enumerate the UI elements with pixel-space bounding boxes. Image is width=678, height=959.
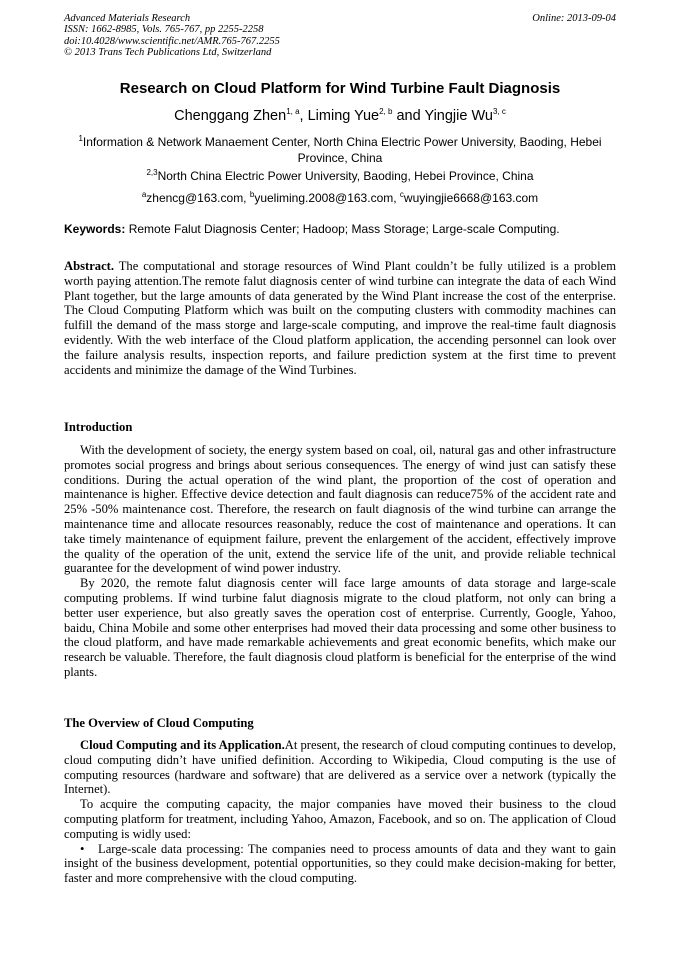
affiliation-sup: 2,3 — [146, 168, 158, 177]
paragraph: By 2020, the remote falut diagnosis center will face large amounts of data storage and large-scale computing problems. If wind turbine falut diagnosis migrate to the cloud platform, not only can bring a better user experience, but also greatly saves the operation cost of enterprise. Currently, Google, Yahoo, baidu, China Mobile and some other enterprises had moved their data processing and some other business to the cloud platform, and have made remarkable achievements and great economic benefits, which make our research be valuable. Therefore, the fault diagnosis cloud platform is beneficial for the enterprise of the wind plants. — [64, 576, 616, 679]
journal-header — [64, 13, 616, 59]
paragraph — [64, 738, 616, 797]
keywords — [64, 222, 616, 237]
paragraph: To acquire the computing capacity, the major companies have moved their business to the cloud computing platform for treatment, including Yahoo, Amazon, Facebook, and so on. The application of Cloud computing is widly used: — [64, 797, 616, 841]
doi-line: doi:10.4028/www.scientific.net/AMR.765-767.2255 — [64, 35, 280, 47]
author-list — [64, 103, 616, 125]
section-heading-overview: The Overview of Cloud Computing — [64, 716, 254, 730]
author-separator: and — [392, 107, 425, 124]
email-line — [64, 187, 616, 207]
email: zhencg@163.com, — [146, 191, 250, 205]
section-heading-introduction: Introduction — [64, 420, 133, 434]
abstract-label: Abstract. — [64, 259, 115, 273]
affiliation-sup: 1 — [78, 134, 83, 143]
copyright-line: © 2013 Trans Tech Publications Ltd, Switzerland — [64, 47, 272, 59]
email-sup: b — [249, 190, 255, 199]
author-name: Yingjie Wu — [424, 107, 493, 124]
author-sup: 2, b — [379, 107, 393, 116]
email-sup: a — [141, 190, 147, 199]
paragraph: With the development of society, the energy system based on coal, oil, natural gas and other infrastructure promotes social progress and brings about serious consequences. The energy of wind just can satisfy these conditions. During the actual operation of the wind plant, the proportion of the cost of operation and maintenance is higher. Effective device detection and fault diagnosis can reduce75% of the accident rate and 25% -50% maintenance cost. Therefore, the research on fault diagnosis of the wind turbine can arrange the maintenance time and allocate resources reasonably, reduce the cost of maintenance and operations. It can take timely maintenance of equipment failure, prevent the enlargement of the accident, effectively improve the quality of the operation of the unit, extend the service life of the unit, and provide reliable technical guarantee for the development of wind power industry. — [64, 443, 616, 576]
issn-line: ISSN: 1662-8985, Vols. 765-767, pp 2255-2258 — [64, 24, 264, 36]
author-name: Liming Yue — [307, 107, 380, 124]
journal-name: Advanced Materials Research — [64, 13, 191, 24]
online-date: Online: 2013-09-04 — [532, 13, 616, 24]
paragraph-text: At present, the research of cloud computing continues to develop, cloud computing didn’t have unified definition. According to Wikipedia, Cloud computing is the use of computing resources (hardware and software) that are delivered as a service over a network (typically the Internet). — [64, 738, 616, 797]
author-separator: , — [299, 107, 308, 124]
keywords-text: Remote Falut Diagnosis Center; Hadoop; Mass Storage; Large-scale Computing. — [125, 222, 560, 236]
affiliation-text: Information & Network Manaement Center, North China Electric Power University, Baoding, Hebei Province, China — [82, 135, 602, 165]
paper-title: Research on Cloud Platform for Wind Turbine Fault Diagnosis — [119, 80, 561, 97]
email: wuyingjie6668@163.com — [403, 191, 539, 205]
affiliation-text: North China Electric Power University, Baoding, Hebei Province, China — [157, 169, 534, 183]
bullet-text: Large-scale data processing: The companies need to process amounts of data and they want to gain insight of the business development, potential opportunities, so they could make decision-making for better, faster and more comprehensive with the cloud computing. — [64, 841, 616, 886]
affiliation-2 — [64, 165, 616, 185]
bullet-symbol: • — [80, 841, 85, 856]
author-name: Chenggang Zhen — [174, 107, 287, 124]
subsection-heading: Cloud Computing and its Application. — [80, 738, 285, 752]
overview-section — [64, 738, 616, 886]
email-sup: c — [399, 190, 404, 199]
abstract-paragraph — [64, 259, 616, 377]
affiliation-1 — [64, 131, 616, 166]
author-sup: 3, c — [492, 107, 506, 116]
introduction-section — [64, 443, 616, 680]
abstract-text: The computational and storage resources of Wind Plant couldn’t be fully utilized is a problem worth paying attention.The remote falut diagnosis center of wind turbine can integrate the data of each Wind Plant together, but the large amounts of data generated by the Wind Plant increase the cost of the enterprise. The Cloud Computing Platform which was built on the computing clusters with commodity machines can fulfill the demand of the mass storge and large-scale computing, and improve the real-time fault diagnosis evidently. With the web interface of the Cloud platform application, the accending personnel can look over the failure analysis results, inspection reports, and failure prediction system at the first time to prevent accidents and minimize the damage of the Wind Turbines. — [64, 259, 616, 377]
keywords-label: Keywords: — [64, 222, 126, 236]
author-sup: 1, a — [286, 107, 300, 116]
abstract — [64, 259, 616, 377]
bullet-item — [64, 842, 616, 886]
email: yueliming.2008@163.com, — [254, 191, 400, 205]
